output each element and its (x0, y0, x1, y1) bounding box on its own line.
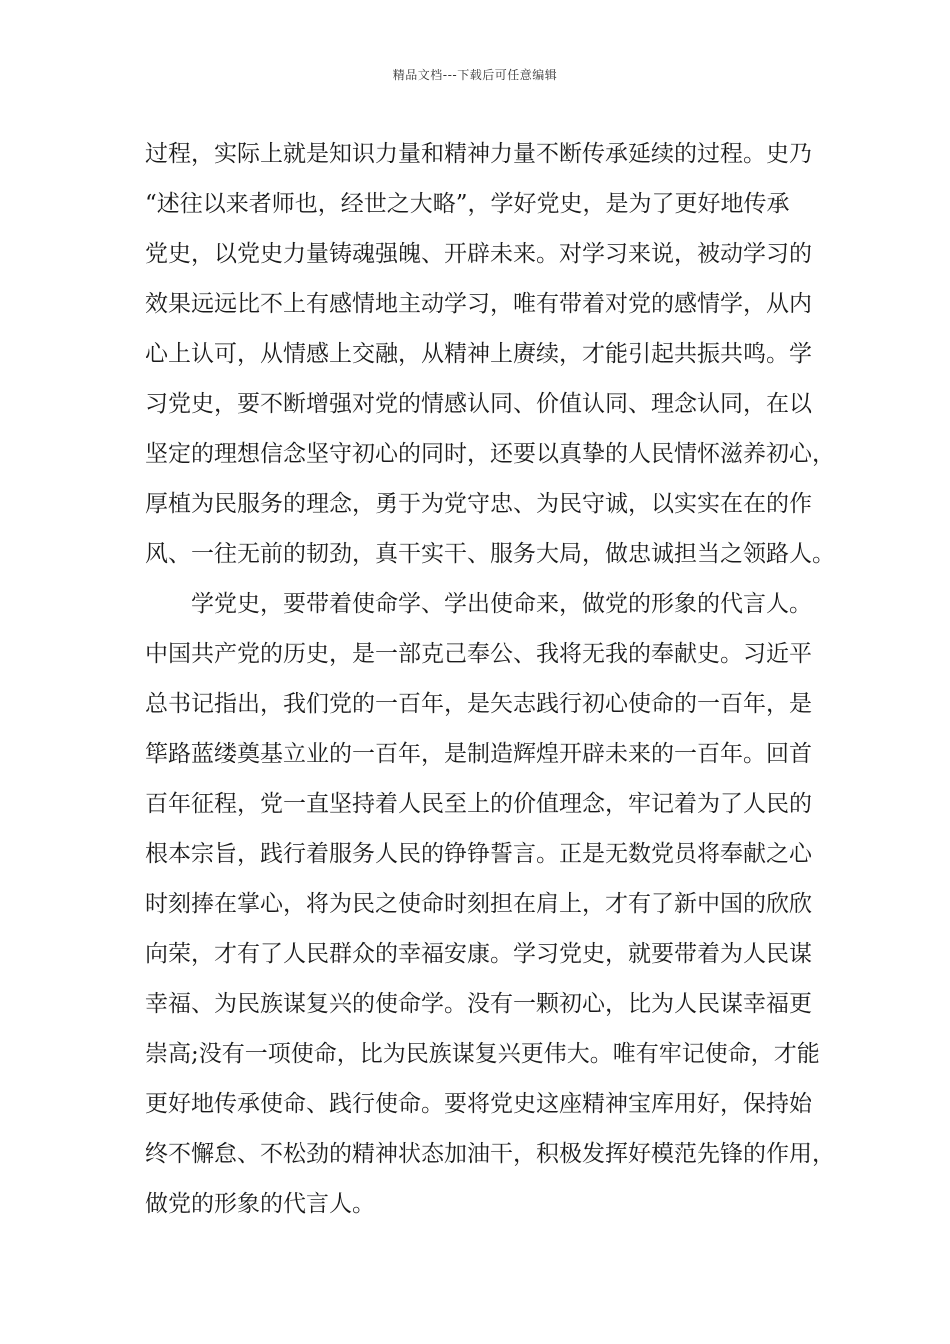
text-line: 做党的形象的代言人。 (145, 1191, 375, 1217)
text-line: 崇高;没有一项使命，比为民族谋复兴更伟大。唯有牢记使命，才能 (145, 1041, 820, 1067)
text-line: 向荣，才有了人民群众的幸福安康。学习党史，就要带着为人民谋 (145, 941, 812, 967)
text-line: 习党史，要不断增强对党的情感认同、价值认同、理念认同，在以 (145, 391, 812, 417)
text-line: 终不懈怠、不松劲的精神状态加油干，积极发挥好模范先锋的作用， (145, 1141, 835, 1167)
text-line: 时刻捧在掌心，将为民之使命时刻担在肩上，才有了新中国的欣欣 (145, 891, 812, 917)
page-header: 精品文档---下载后可任意编辑 (392, 68, 558, 82)
text-line: 效果远远比不上有感情地主动学习，唯有带着对党的感情学，从内 (145, 291, 812, 317)
paragraph-start-line: 学党史，要带着使命学、学出使命来，做党的形象的代言人。 (191, 591, 812, 617)
text-line: 党史，以党史力量铸魂强魄、开辟未来。对学习来说，被动学习的 (145, 241, 812, 267)
text-line: 过程，实际上就是知识力量和精神力量不断传承延续的过程。史乃 (145, 141, 812, 167)
text-line: 幸福、为民族谋复兴的使命学。没有一颗初心，比为人民谋幸福更 (145, 991, 812, 1017)
text-line: 厚植为民服务的理念，勇于为党守忠、为民守诚，以实实在在的作 (145, 491, 812, 517)
text-line: 中国共产党的历史，是一部克己奉公、我将无我的奉献史。习近平 (145, 641, 812, 667)
text-line: 坚定的理想信念坚守初心的同时，还要以真挚的人民情怀滋养初心， (145, 441, 835, 467)
text-line: 百年征程，党一直坚持着人民至上的价值理念，牢记着为了人民的 (145, 791, 812, 817)
text-line: 筚路蓝缕奠基立业的一百年，是制造辉煌开辟未来的一百年。回首 (145, 741, 812, 767)
text-line: 总书记指出，我们党的一百年，是矢志践行初心使命的一百年，是 (145, 691, 812, 717)
text-line: “述往以来者师也，经世之大略”，学好党史，是为了更好地传承 (145, 191, 790, 217)
text-line: 心上认可，从情感上交融，从精神上赓续，才能引起共振共鸣。学 (145, 341, 812, 367)
text-line: 根本宗旨，践行着服务人民的铮铮誓言。正是无数党员将奉献之心 (145, 841, 812, 867)
text-line: 更好地传承使命、践行使命。要将党史这座精神宝库用好，保持始 (145, 1091, 812, 1117)
text-line: 风、一往无前的韧劲，真干实干、服务大局，做忠诚担当之领路人。 (145, 541, 835, 567)
document-body (145, 129, 835, 1229)
